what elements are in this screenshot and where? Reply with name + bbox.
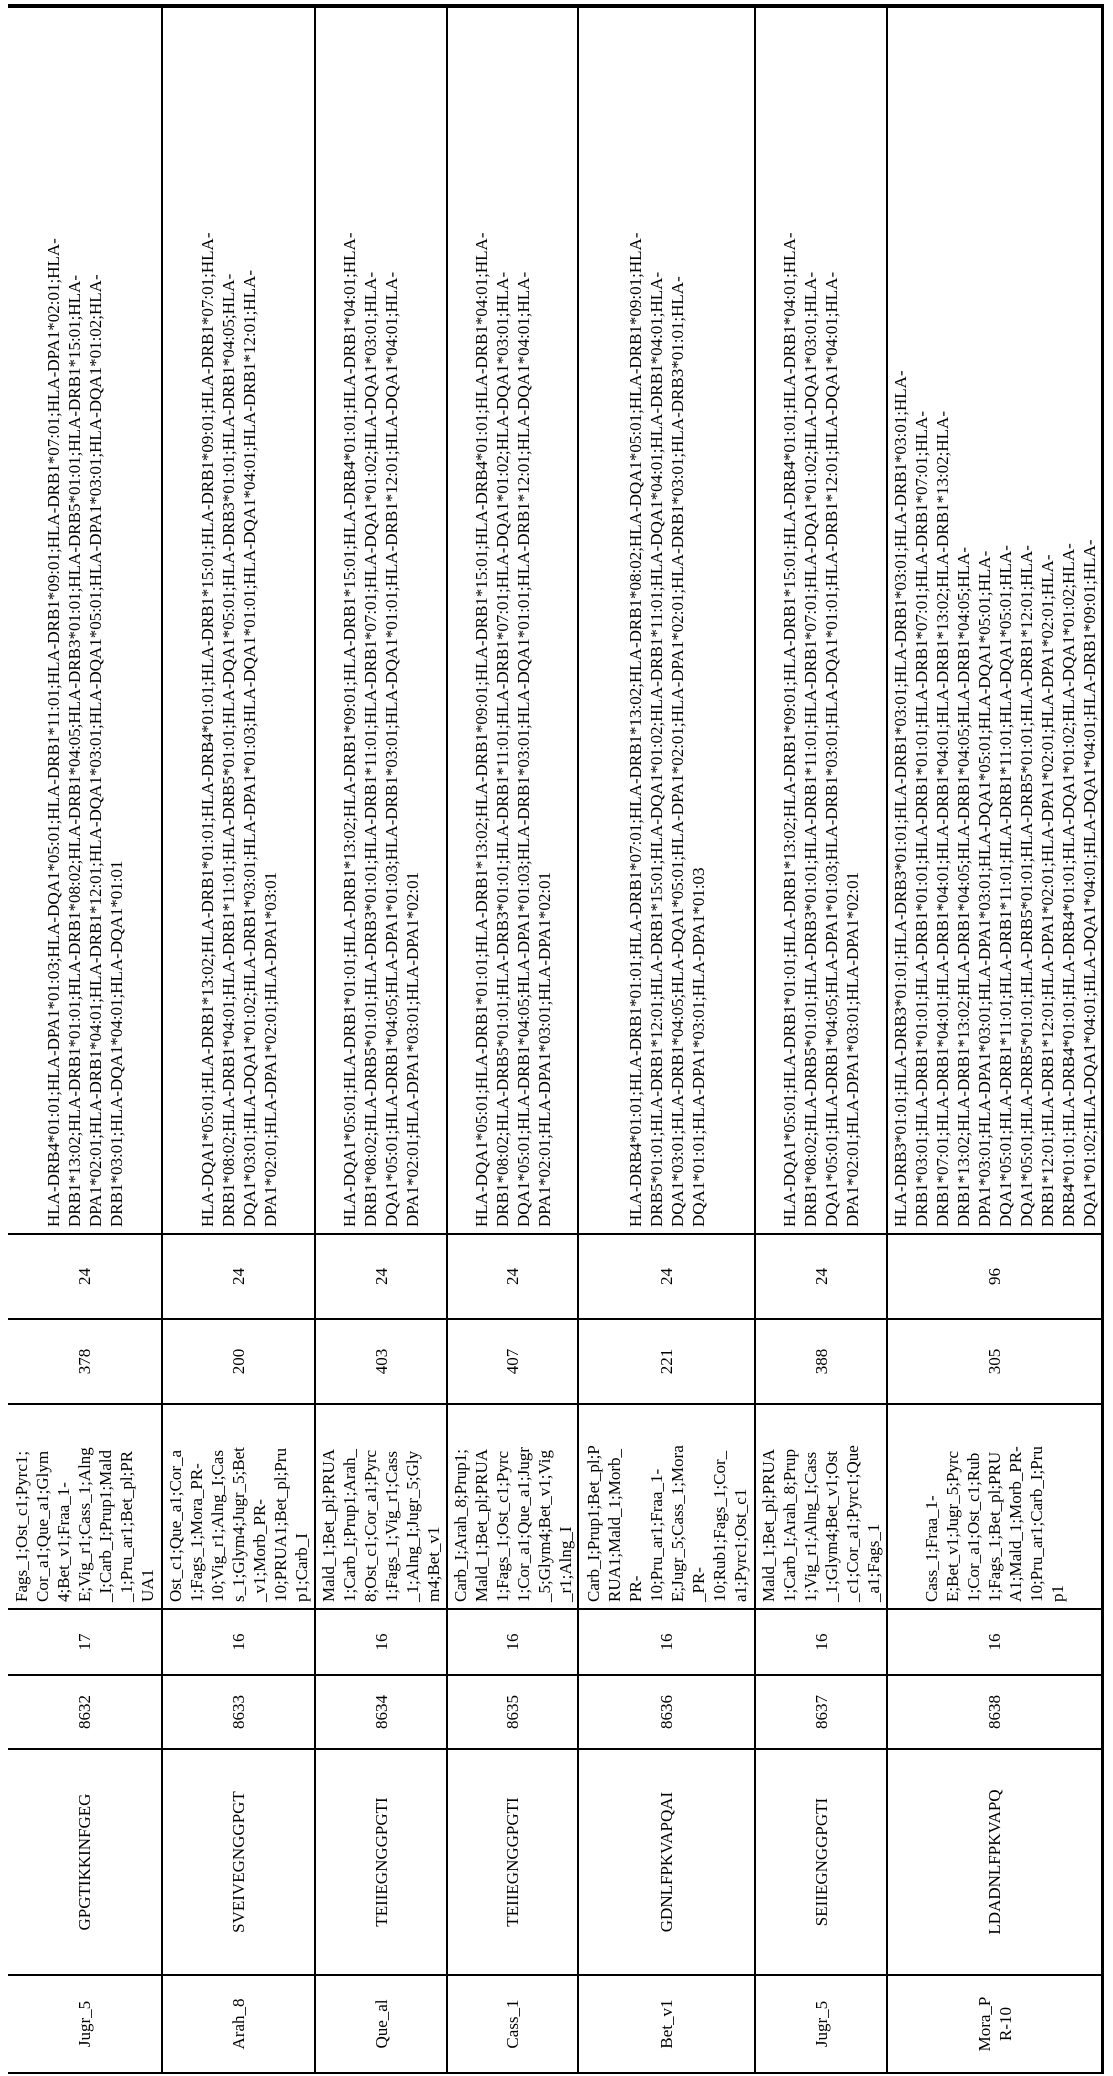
count-a-cell bbox=[8, 1318, 163, 1403]
text-line: DRB1*08:02;HLA-DRB5*01:01;HLA-DRB3*01:01;HLA-DRB1*11:01;HLA-DRB1*07:01;HLA-DQA1*01:02;HLA-DQA1*03:01;HLA- bbox=[360, 233, 381, 1227]
peptide-sequence-text: TEIIEGNGGPGTI bbox=[502, 1797, 523, 1926]
text-line: DRB1*07:01;HLA-DRB1*04:01;HLA-DRB1*04:01;HLA-DRB1*04:01;HLA-DRB1*13:02;HLA-DRB1*13:02;HLA- bbox=[932, 370, 953, 1227]
text-line: A1;Mald_1;Morb_PR- bbox=[1005, 1446, 1026, 1602]
count-a-text: 388 bbox=[811, 1349, 832, 1375]
text-line: p1;Carb_I bbox=[291, 1447, 312, 1602]
text-line: 1;Fags_1;Ost_c1;Pyrc bbox=[492, 1447, 513, 1602]
count-a-cell bbox=[163, 1318, 316, 1403]
text-line: DPA1*02:01;HLA-DPA1*03:01;HLA-DPA1*02:01 bbox=[402, 233, 423, 1227]
allergen-text bbox=[228, 1999, 249, 2050]
text-line: _I;Carb_I;Prup1;Mald bbox=[95, 1447, 116, 1602]
text-line: _1;Glym4;Bet_v1;Ost bbox=[821, 1445, 842, 1602]
text-line: DQA1*01:01;HLA-DPA1*03:01;HLA-DPA1*01:03 bbox=[688, 233, 709, 1227]
count-b-cell bbox=[163, 1233, 316, 1318]
text-line: DRB1*08:02;HLA-DRB5*01:01;HLA-DRB3*01:01;HLA-DRB1*11:01;HLA-DRB1*07:01;HLA-DQA1*01:02;HLA-DQA1*03:01;HLA- bbox=[492, 233, 513, 1227]
hla-alleles-cell bbox=[316, 4, 448, 1233]
peptide-id-cell bbox=[888, 1674, 1104, 1748]
text-line: DQA1*05:01;HLA-DRB1*11:01;HLA-DRB1*11:01;HLA-DRB1*11:01;HLA-DQA1*05:01;HLA- bbox=[995, 370, 1016, 1227]
hla-alleles-cell bbox=[8, 4, 163, 1233]
text-line: 1;Fags_1;Bet_pl;PRU bbox=[984, 1446, 1005, 1602]
count-b-text: 24 bbox=[74, 1268, 95, 1285]
text-line: 1;Fags_1;Vig_r1;Cass bbox=[381, 1449, 402, 1602]
allergen-peptide-table bbox=[8, 4, 1104, 2074]
text-line: p1 bbox=[1047, 1446, 1068, 1602]
cross-reactive-sources-cell bbox=[8, 1403, 163, 1608]
hla-alleles-text bbox=[43, 238, 127, 1227]
text-line: Ost_c1;Que_a1;Cor_a bbox=[165, 1447, 186, 1602]
peptide-id-cell bbox=[8, 1674, 163, 1748]
text-line: _5;Glym4;Bet_v1;Vig bbox=[534, 1447, 555, 1602]
peptide-id-text: 8633 bbox=[228, 1695, 249, 1729]
cross-reactive-sources-text bbox=[758, 1445, 884, 1602]
text-line: DQA1*03:01;HLA-DRB1*04:05;HLA-DQA1*05:01;HLA-DPA1*02:01;HLA-DPA1*02:01;HLA-DRB1*03:01;HLA-DRB3*01:01;HLA- bbox=[667, 233, 688, 1227]
text-line: DRB1*08:02;HLA-DRB5*01:01;HLA-DRB3*01:01;HLA-DRB1*11:01;HLA-DRB1*07:01;HLA-DQA1*01:02;HLA-DQA1*03:01;HLA- bbox=[800, 233, 821, 1227]
text-line: DPA1*03:01;HLA-DPA1*03:01;HLA-DPA1*03:01;HLA-DQA1*05:01;HLA-DQA1*05:01;HLA- bbox=[974, 370, 995, 1227]
cross-reactive-sources-text bbox=[583, 1445, 751, 1602]
count-a-text: 378 bbox=[74, 1349, 95, 1375]
allergen-cell bbox=[8, 1974, 163, 2072]
text-line: E;Jugr_5;Cass_1;Mora bbox=[667, 1445, 688, 1602]
text-line: _1;Alng_I;Jugr_5;Gly bbox=[402, 1449, 423, 1602]
peptide-sequence-cell bbox=[756, 1748, 888, 1974]
cross-reactive-sources-cell bbox=[888, 1403, 1104, 1608]
text-line: Bet_v1 bbox=[656, 1999, 677, 2048]
hla-alleles-cell bbox=[888, 4, 1104, 1233]
peptide-sequence-cell bbox=[316, 1748, 448, 1974]
rotated-page bbox=[0, 0, 1113, 2076]
text-line: HLA-DQA1*05:01;HLA-DRB1*01:01;HLA-DRB1*13:02;HLA-DRB1*09:01;HLA-DRB1*15:01;HLA-DRB4*01:01;HLA-DRB1*04:01;HLA- bbox=[339, 233, 360, 1227]
peptide-sequence-cell bbox=[163, 1748, 316, 1974]
count-b-text: 96 bbox=[984, 1268, 1005, 1285]
cross-reactive-sources-cell bbox=[163, 1403, 316, 1608]
peptide-length-text: 16 bbox=[371, 1634, 392, 1651]
text-line: _a1;Fags_1 bbox=[863, 1445, 884, 1602]
peptide-length-cell bbox=[756, 1608, 888, 1674]
hla-alleles-cell bbox=[756, 4, 888, 1233]
hla-alleles-text bbox=[197, 233, 281, 1227]
allergen-text bbox=[811, 2001, 832, 2047]
cross-reactive-sources-text bbox=[318, 1449, 444, 1602]
text-line: RUA1;Mald_1;Morb_ bbox=[604, 1445, 625, 1602]
text-line: 1;Cor_a1;Que_a1;Jugr bbox=[513, 1447, 534, 1602]
hla-alleles-text bbox=[779, 233, 863, 1227]
allergen-text bbox=[656, 1999, 677, 2048]
text-line: DRB1*03:01;HLA-DQA1*04:01;HLA-DQA1*01:01 bbox=[106, 238, 127, 1227]
peptide-sequence-text: SVEIVEGNGGPGT bbox=[228, 1791, 249, 1933]
peptide-length-cell bbox=[448, 1608, 579, 1674]
text-line: _c1;Cor_a1;Pyrc1;Que bbox=[842, 1445, 863, 1602]
text-line: Carb_I;Arah_8;Prup1; bbox=[450, 1447, 471, 1602]
count-b-text: 24 bbox=[502, 1268, 523, 1285]
allergen-text bbox=[74, 2001, 95, 2047]
text-line: Cass_1;Fraa_1- bbox=[921, 1446, 942, 1602]
text-line: DQA1*05:01;HLA-DRB1*04:05;HLA-DPA1*01:03;HLA-DRB1*03:01;HLA-DQA1*01:01;HLA-DRB1*12:01;HLA-DQA1*04:01;HLA- bbox=[513, 233, 534, 1227]
text-line: 1;Fags_1;Mora_PR- bbox=[186, 1447, 207, 1602]
text-line: Fags_1;Ost_c1;Pyrc1; bbox=[11, 1447, 32, 1602]
count-b-cell bbox=[579, 1233, 756, 1318]
count-a-text: 403 bbox=[371, 1349, 392, 1375]
count-a-cell bbox=[448, 1318, 579, 1403]
peptide-sequence-cell bbox=[579, 1748, 756, 1974]
text-line: HLA-DRB4*01:01;HLA-DPA1*01:03;HLA-DQA1*05:01;HLA-DRB1*11:01;HLA-DRB1*09:01;HLA-DRB1*07:01;HLA-DPA1*02:01;HLA- bbox=[43, 238, 64, 1227]
allergen-cell bbox=[448, 1974, 579, 2072]
peptide-id-cell bbox=[316, 1674, 448, 1748]
allergen-cell bbox=[163, 1974, 316, 2072]
peptide-sequence-text: LDADNLFPKVAPQ bbox=[984, 1789, 1005, 1934]
allergen-text bbox=[502, 1999, 523, 2048]
text-line: DRB4*01:01;HLA-DRB4*01:01;HLA-DRB4*01:01;HLA-DQA1*01:02;HLA-DQA1*01:02;HLA- bbox=[1058, 370, 1079, 1227]
peptide-sequence-text: TEIIEGNGGPGTI bbox=[371, 1797, 392, 1926]
text-line: Jugr_5 bbox=[74, 2001, 95, 2047]
peptide-length-cell bbox=[8, 1608, 163, 1674]
cross-reactive-sources-cell bbox=[316, 1403, 448, 1608]
text-line: 1;Vig_r1;Alng_I;Cass bbox=[800, 1445, 821, 1602]
hla-alleles-text bbox=[471, 233, 555, 1227]
cross-reactive-sources-text bbox=[165, 1447, 312, 1602]
cross-reactive-sources-text bbox=[450, 1447, 576, 1602]
text-line: _r1;Alng_I bbox=[555, 1447, 576, 1602]
text-line: 10;PRUA1;Bet_pl;Pru bbox=[270, 1447, 291, 1602]
peptide-length-text: 16 bbox=[502, 1634, 523, 1651]
count-b-cell bbox=[448, 1233, 579, 1318]
text-line: HLA-DRB3*01:01;HLA-DRB3*01:01;HLA-DRB3*01:01;HLA-DRB1*03:01;HLA-DRB1*03:01;HLA-DRB1*03:01;HLA- bbox=[890, 370, 911, 1227]
text-line: UA1 bbox=[137, 1447, 158, 1602]
text-line: 1;Carb_I;Arah_8;Prup bbox=[779, 1445, 800, 1602]
count-b-cell bbox=[316, 1233, 448, 1318]
count-a-cell bbox=[888, 1318, 1104, 1403]
text-line: DQA1*05:01;HLA-DRB1*04:05;HLA-DPA1*01:03;HLA-DRB1*03:01;HLA-DQA1*01:01;HLA-DRB1*12:01;HLA-DQA1*04:01;HLA- bbox=[381, 233, 402, 1227]
text-line: 1;Cor_a1;Ost_c1;Rub bbox=[963, 1446, 984, 1602]
text-line: PR- bbox=[625, 1445, 646, 1602]
text-line: Cor_a1;Que_a1;Glym bbox=[32, 1447, 53, 1602]
text-line: E;Bet_v1;Jugr_5;Pyrc bbox=[942, 1446, 963, 1602]
text-line: 10;Pru_ar1;Carb_I;Pru bbox=[1026, 1446, 1047, 1602]
peptide-id-cell bbox=[163, 1674, 316, 1748]
count-a-text: 200 bbox=[228, 1349, 249, 1375]
peptide-length-cell bbox=[579, 1608, 756, 1674]
count-a-text: 407 bbox=[502, 1349, 523, 1375]
cross-reactive-sources-cell bbox=[448, 1403, 579, 1608]
text-line: _1;Pru_ar1;Bet_pl;PR bbox=[116, 1447, 137, 1602]
text-line: DRB1*13:02;HLA-DRB1*01:01;HLA-DRB1*08:02;HLA-DRB1*04:05;HLA-DRB3*01:01;HLA-DRB5*01:01;HLA-DRB1*15:01;HLA- bbox=[64, 238, 85, 1227]
text-line: Que_al bbox=[371, 1999, 392, 2048]
text-line: _PR- bbox=[688, 1445, 709, 1602]
allergen-text bbox=[974, 1997, 1016, 2052]
peptide-length-text: 16 bbox=[984, 1634, 1005, 1651]
hla-alleles-cell bbox=[579, 4, 756, 1233]
text-line: 1;Carb_I;Prup1;Arah_ bbox=[339, 1449, 360, 1602]
cross-reactive-sources-cell bbox=[756, 1403, 888, 1608]
peptide-id-cell bbox=[756, 1674, 888, 1748]
cross-reactive-sources-cell bbox=[579, 1403, 756, 1608]
text-line: 10;Pru_ar1;Fraa_1- bbox=[646, 1445, 667, 1602]
text-line: DRB1*13:02;HLA-DRB1*13:02;HLA-DRB1*04:05;HLA-DRB1*04:05;HLA-DRB1*04:05;HLA- bbox=[953, 370, 974, 1227]
text-line: 10;Rub1;Fags_1;Cor_ bbox=[709, 1445, 730, 1602]
cross-reactive-sources-text bbox=[921, 1446, 1068, 1602]
text-line: E;Vig_r1;Cass_1;Alng bbox=[74, 1447, 95, 1602]
text-line: DPA1*02:01;HLA-DPA1*03:01;HLA-DPA1*02:01 bbox=[842, 233, 863, 1227]
peptide-id-text: 8632 bbox=[74, 1695, 95, 1729]
text-line: DQA1*03:01;HLA-DQA1*01:02;HLA-DRB1*03:01;HLA-DPA1*01:03;HLA-DQA1*01:01;HLA-DQA1*04:01;HLA-DRB1*12:01;HLA- bbox=[239, 233, 260, 1227]
text-line: s_1;Glym4;Jugr_5;Bet bbox=[228, 1447, 249, 1602]
peptide-id-text: 8637 bbox=[811, 1695, 832, 1729]
peptide-length-text: 16 bbox=[811, 1634, 832, 1651]
peptide-sequence-cell bbox=[888, 1748, 1104, 1974]
text-line: Mald_1;Bet_pl;PRUA bbox=[318, 1449, 339, 1602]
count-b-text: 24 bbox=[371, 1268, 392, 1285]
peptide-sequence-text: GPGTIKKINFGEG bbox=[74, 1794, 95, 1931]
allergen-cell bbox=[316, 1974, 448, 2072]
count-a-text: 221 bbox=[656, 1349, 677, 1375]
count-b-text: 24 bbox=[228, 1268, 249, 1285]
allergen-cell bbox=[756, 1974, 888, 2072]
hla-alleles-cell bbox=[448, 4, 579, 1233]
hla-alleles-text bbox=[890, 370, 1100, 1227]
hla-alleles-cell bbox=[163, 4, 316, 1233]
text-line: DPA1*02:01;HLA-DPA1*03:01;HLA-DPA1*02:01 bbox=[534, 233, 555, 1227]
peptide-sequence-cell bbox=[448, 1748, 579, 1974]
text-line: 4;Bet_v1;Fraa_1- bbox=[53, 1447, 74, 1602]
text-line: HLA-DQA1*05:01;HLA-DRB1*13:02;HLA-DRB1*01:01;HLA-DRB4*01:01;HLA-DRB1*15:01;HLA-DRB1*09:01;HLA-DRB1*07:01;HLA- bbox=[197, 233, 218, 1227]
text-line: DQA1*05:01;HLA-DRB1*04:05;HLA-DPA1*01:03;HLA-DRB1*03:01;HLA-DQA1*01:01;HLA-DRB1*12:01;HLA-DQA1*04:01;HLA- bbox=[821, 233, 842, 1227]
text-line: DQA1*05:01;HLA-DRB5*01:01;HLA-DRB5*01:01;HLA-DRB5*01:01;HLA-DRB1*12:01;HLA- bbox=[1016, 370, 1037, 1227]
allergen-text bbox=[371, 1999, 392, 2048]
peptide-length-text: 17 bbox=[74, 1634, 95, 1651]
peptide-length-text: 16 bbox=[656, 1634, 677, 1651]
text-line: HLA-DQA1*05:01;HLA-DRB1*01:01;HLA-DRB1*13:02;HLA-DRB1*09:01;HLA-DRB1*15:01;HLA-DRB4*01:01;HLA-DRB1*04:01;HLA- bbox=[471, 233, 492, 1227]
text-line: Arah_8 bbox=[228, 1999, 249, 2050]
peptide-length-cell bbox=[888, 1608, 1104, 1674]
peptide-sequence-text: SEIIEGNGGPGTI bbox=[811, 1798, 832, 1926]
count-a-cell bbox=[316, 1318, 448, 1403]
peptide-sequence-cell bbox=[8, 1748, 163, 1974]
text-line: m4;Bet_v1 bbox=[423, 1449, 444, 1602]
text-line: DRB1*03:01;HLA-DRB1*01:01;HLA-DRB1*01:01;HLA-DRB1*01:01;HLA-DRB1*07:01;HLA-DRB1*07:01;HLA- bbox=[911, 370, 932, 1227]
allergen-cell bbox=[888, 1974, 1104, 2072]
text-line: DRB5*01:01;HLA-DRB1*12:01;HLA-DRB1*15:01;HLA-DQA1*01:02;HLA-DRB1*11:01;HLA-DQA1*04:01;HLA-DRB1*04:01;HLA- bbox=[646, 233, 667, 1227]
peptide-length-text: 16 bbox=[228, 1634, 249, 1651]
text-line: Mald_1;Bet_pl;PRUA bbox=[471, 1447, 492, 1602]
text-line: R-10 bbox=[995, 1997, 1016, 2052]
peptide-id-cell bbox=[579, 1674, 756, 1748]
peptide-length-cell bbox=[163, 1608, 316, 1674]
text-line: Cass_1 bbox=[502, 1999, 523, 2048]
text-line: DQA1*01:02;HLA-DQA1*04:01;HLA-DQA1*04:01;HLA-DQA1*04:01;HLA-DRB1*09:01;HLA- bbox=[1079, 370, 1100, 1227]
text-line: a1;Pyrc1;Ost_c1 bbox=[730, 1445, 751, 1602]
text-line: HLA-DQA1*05:01;HLA-DRB1*01:01;HLA-DRB1*13:02;HLA-DRB1*09:01;HLA-DRB1*15:01;HLA-DRB4*01:01;HLA-DRB1*04:01;HLA- bbox=[779, 233, 800, 1227]
text-line: 10;Vig_r1;Alng_I;Cas bbox=[207, 1447, 228, 1602]
count-b-cell bbox=[8, 1233, 163, 1318]
count-a-cell bbox=[579, 1318, 756, 1403]
hla-alleles-text bbox=[625, 233, 709, 1227]
text-line: Mora_P bbox=[974, 1997, 995, 2052]
text-line: Mald_1;Bet_pl;PRUA bbox=[758, 1445, 779, 1602]
text-line: HLA-DRB4*01:01;HLA-DRB1*01:01;HLA-DRB1*07:01;HLA-DRB1*13:02;HLA-DRB1*08:02;HLA-DQA1*05:01;HLA-DRB1*09:01;HLA- bbox=[625, 233, 646, 1227]
text-line: Jugr_5 bbox=[811, 2001, 832, 2047]
count-b-cell bbox=[756, 1233, 888, 1318]
allergen-cell bbox=[579, 1974, 756, 2072]
peptide-id-text: 8636 bbox=[656, 1695, 677, 1729]
count-a-cell bbox=[756, 1318, 888, 1403]
peptide-id-cell bbox=[448, 1674, 579, 1748]
text-line: _v1;Morb_PR- bbox=[249, 1447, 270, 1602]
hla-alleles-text bbox=[339, 233, 423, 1227]
text-line: Carb_I;Prup1;Bet_pl;P bbox=[583, 1445, 604, 1602]
text-line: 8;Ost_c1;Cor_a1;Pyrc bbox=[360, 1449, 381, 1602]
count-b-cell bbox=[888, 1233, 1104, 1318]
count-a-text: 305 bbox=[984, 1349, 1005, 1375]
text-line: DRB1*08:02;HLA-DRB1*04:01;HLA-DRB1*11:01;HLA-DRB5*01:01;HLA-DQA1*05:01;HLA-DRB3*01:01;HLA-DRB1*04:05;HLA- bbox=[218, 233, 239, 1227]
peptide-length-cell bbox=[316, 1608, 448, 1674]
text-line: DPA1*02:01;HLA-DRB1*04:01;HLA-DRB1*12:01;HLA-DQA1*03:01;HLA-DQA1*05:01;HLA-DPA1*03:01;HLA-DQA1*01:02;HLA- bbox=[85, 238, 106, 1227]
cross-reactive-sources-text bbox=[11, 1447, 158, 1602]
peptide-id-text: 8635 bbox=[502, 1695, 523, 1729]
peptide-sequence-text: GDNLFPKVAPQAI bbox=[656, 1792, 677, 1932]
text-line: DRB1*12:01;HLA-DRB1*12:01;HLA-DPA1*02:01;HLA-DPA1*02:01;HLA-DPA1*02:01;HLA- bbox=[1037, 370, 1058, 1227]
peptide-id-text: 8634 bbox=[371, 1695, 392, 1729]
count-b-text: 24 bbox=[811, 1268, 832, 1285]
count-b-text: 24 bbox=[656, 1268, 677, 1285]
text-line: DPA1*02:01;HLA-DPA1*02:01;HLA-DPA1*03:01 bbox=[260, 233, 281, 1227]
peptide-id-text: 8638 bbox=[984, 1695, 1005, 1729]
